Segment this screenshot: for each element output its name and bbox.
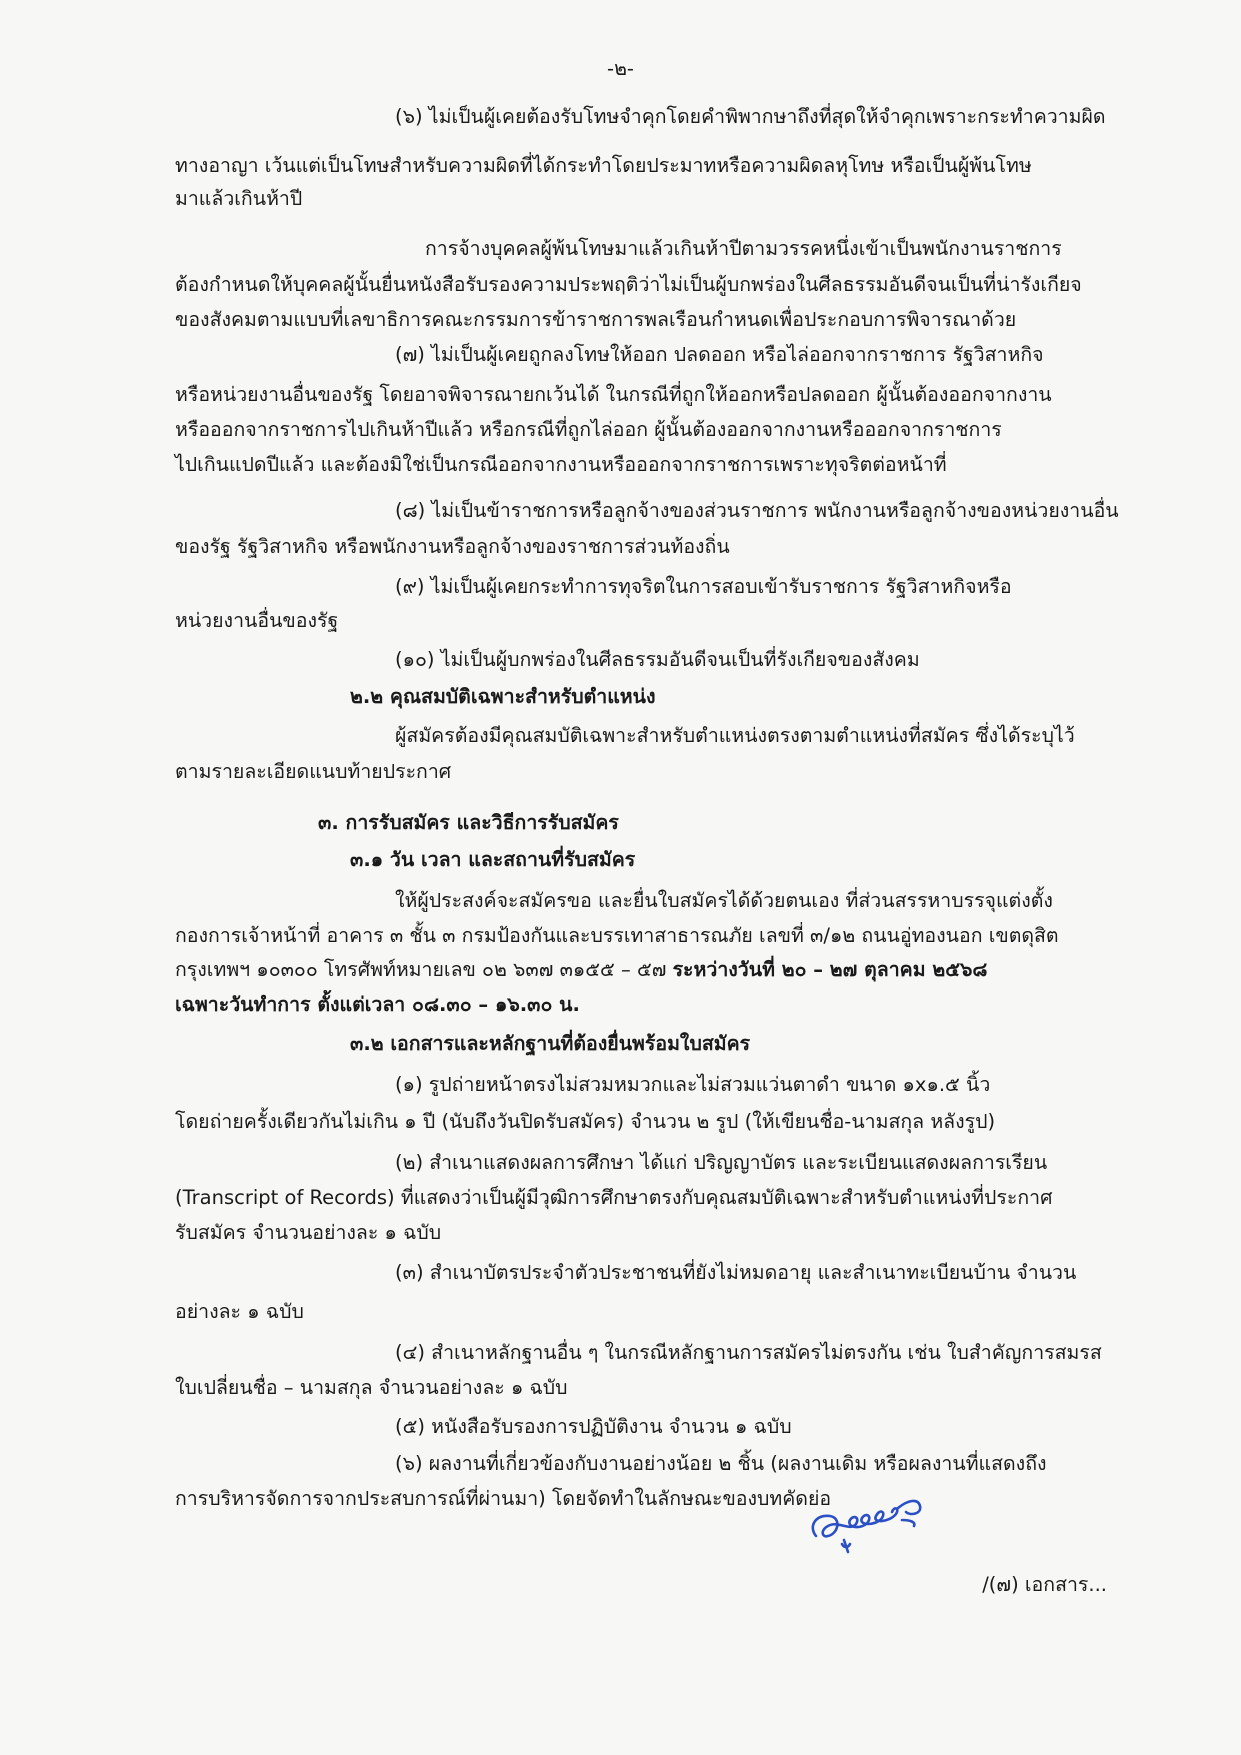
line-text: กองการเจ้าหน้าที่ อาคาร ๓ ชั้น ๓ กรมป้องกันและบรรเทาสาธารณภัย เลขที่ ๓/๑๒ ถนนอู่ทองนอก เขตดุสิต: [175, 924, 1059, 947]
line-text: ให้ผู้ประสงค์จะสมัครขอ และยื่นใบสมัครได้ด้วยตนเอง ที่ส่วนสรรหาบรรจุแต่งตั้ง: [395, 889, 1053, 912]
line-text: ทางอาญา เว้นแต่เป็นโทษสำหรับความผิดที่ได้กระทำโดยประมาทหรือความผิดลหุโทษ หรือเป็นผู้พ้นโทษ: [175, 154, 1032, 177]
text-line: [0, 303, 1241, 337]
line-text: การบริหารจัดการจากประสบการณ์ที่ผ่านมา) โดยจัดทำในลักษณะของบทคัดย่อ: [175, 1487, 832, 1510]
text-line: [0, 530, 1241, 564]
text-line: [0, 755, 1241, 789]
text-line: [0, 100, 1241, 134]
line-text: ของสังคมตามแบบที่เลขาธิการคณะกรรมการข้าราชการพลเรือนกำหนดเพื่อประกอบการพิจารณาด้วย: [175, 308, 1017, 331]
line-text: (๗) ไม่เป็นผู้เคยถูกลงโทษให้ออก ปลดออก หรือไล่ออกจากราชการ รัฐวิสาหกิจ: [395, 343, 1044, 366]
line-text: (๘) ไม่เป็นข้าราชการหรือลูกจ้างของส่วนราชการ พนักงานหรือลูกจ้างของหน่วยงานอื่น: [395, 499, 1119, 522]
text-line: [0, 1146, 1241, 1180]
text-line: [0, 1336, 1241, 1370]
line-text: (๔) สำเนาหลักฐานอื่น ๆ ในกรณีหลักฐานการสมัครไม่ตรงกัน เช่น ใบสำคัญการสมรส: [395, 1341, 1102, 1364]
section-heading-line: [0, 843, 1241, 877]
text-line: [0, 413, 1241, 447]
bold-date-range: ระหว่างวันที่ ๒๐ – ๒๗ ตุลาคม ๒๕๖๘: [672, 958, 988, 981]
text-line: [0, 182, 1241, 216]
line-text: (๕) หนังสือรับรองการปฏิบัติงาน จำนวน ๑ ฉบับ: [395, 1415, 792, 1438]
line-text: (๑๐) ไม่เป็นผู้บกพร่องในศีลธรรมอันดีจนเป็นที่รังเกียจของสังคม: [395, 648, 920, 671]
text-line: [0, 268, 1241, 302]
line-text: ตามรายละเอียดแนบท้ายประกาศ: [175, 760, 452, 783]
line-text: อย่างละ ๑ ฉบับ: [175, 1300, 304, 1323]
page-number: -๒-: [607, 57, 634, 80]
line-text: (๖) ผลงานที่เกี่ยวข้องกับงานอย่างน้อย ๒ ชิ้น (ผลงานเดิม หรือผลงานที่แสดงถึง: [395, 1452, 1047, 1475]
line-text: รับสมัคร จำนวนอย่างละ ๑ ฉบับ: [175, 1221, 442, 1244]
line-text: ๓.๑ วัน เวลา และสถานที่รับสมัคร: [350, 848, 636, 871]
section-heading-line: [0, 988, 1241, 1022]
section-heading-line: [0, 806, 1241, 840]
signature-image: [798, 1486, 938, 1556]
line-text: หรือหน่วยงานอื่นของรัฐ โดยอาจพิจารณายกเว้นได้ ในกรณีที่ถูกให้ออกหรือปลดออก ผู้นั้นต้องออกจากงาน: [175, 383, 1052, 406]
section-heading-line: [0, 680, 1241, 714]
text-line: [0, 953, 1241, 987]
text-line: [0, 719, 1241, 753]
line-text: (๑) รูปถ่ายหน้าตรงไม่สวมหมวกและไม่สวมแว่นตาดำ ขนาด ๑x๑.๕ นิ้ว: [395, 1073, 991, 1096]
line-text: ๓. การรับสมัคร และวิธีการรับสมัคร: [318, 811, 619, 834]
text-line: [0, 448, 1241, 482]
text-line: [0, 1105, 1241, 1139]
text-line: [0, 884, 1241, 918]
line-text: (Transcript of Records) ที่แสดงว่าเป็นผู้มีวุฒิการศึกษาตรงกับคุณสมบัติเฉพาะสำหรับตำแหน่งที่ประกาศ: [175, 1186, 1053, 1209]
line-text: ๓.๒ เอกสารและหลักฐานที่ต้องยื่นพร้อมใบสมัคร: [350, 1032, 751, 1055]
line-text: เฉพาะวันทำการ ตั้งแต่เวลา ๐๘.๓๐ – ๑๖.๓๐ น.: [175, 993, 580, 1016]
line-text: (๖) ไม่เป็นผู้เคยต้องรับโทษจำคุกโดยคำพิพากษาถึงที่สุดให้จำคุกเพราะกระทำความผิด: [395, 105, 1106, 128]
text-line: [0, 378, 1241, 412]
line-text: ต้องกำหนดให้บุคคลผู้นั้นยื่นหนังสือรับรองความประพฤติว่าไม่เป็นผู้บกพร่องในศีลธรรมอันดีจนเป็นที่น่ารังเกียจ: [175, 273, 1082, 296]
text-line: [0, 604, 1241, 638]
text-line: [0, 1256, 1241, 1290]
text-line: [0, 232, 1241, 266]
text-line: [0, 149, 1241, 183]
line-text: (๓) สำเนาบัตรประจำตัวประชาชนที่ยังไม่หมดอายุ และสำเนาทะเบียนบ้าน จำนวน: [395, 1261, 1077, 1284]
text-line: [0, 494, 1241, 528]
section-heading-line: [0, 1027, 1241, 1061]
line-text: ผู้สมัครต้องมีคุณสมบัติเฉพาะสำหรับตำแหน่งตรงตามตำแหน่งที่สมัคร ซึ่งได้ระบุไว้: [395, 724, 1075, 747]
continuation-note: /(๗) เอกสาร...: [982, 1573, 1107, 1596]
line-text: มาแล้วเกินห้าปี: [175, 187, 303, 210]
line-text: โดยถ่ายครั้งเดียวกันไม่เกิน ๑ ปี (นับถึงวันปิดรับสมัคร) จำนวน ๒ รูป (ให้เขียนชื่อ-นามสกุล หลังรูป): [175, 1110, 996, 1133]
line-text: การจ้างบุคคลผู้พ้นโทษมาแล้วเกินห้าปีตามวรรคหนึ่งเข้าเป็นพนักงานราชการ: [425, 237, 1062, 260]
text-line: [0, 1216, 1241, 1250]
text-line: [0, 1068, 1241, 1102]
text-line: [0, 338, 1241, 372]
line-text: กรุงเทพฯ ๑๐๓๐๐ โทรศัพท์หมายเลข ๐๒ ๖๓๗ ๓๑๕๕ – ๕๗: [175, 958, 673, 981]
text-line: [0, 919, 1241, 953]
text-line: [0, 1410, 1241, 1444]
line-text: ใบเปลี่ยนชื่อ – นามสกุล จำนวนอย่างละ ๑ ฉบับ: [175, 1376, 568, 1399]
line-text: ๒.๒ คุณสมบัติเฉพาะสำหรับตำแหน่ง: [350, 685, 656, 708]
text-line: [0, 1371, 1241, 1405]
text-line: [0, 1181, 1241, 1215]
text-line: [0, 570, 1241, 604]
line-text: หน่วยงานอื่นของรัฐ: [175, 609, 339, 632]
line-text: หรือออกจากราชการไปเกินห้าปีแล้ว หรือกรณีที่ถูกไล่ออก ผู้นั้นต้องออกจากงานหรือออกจากราชการ: [175, 418, 1002, 441]
text-line: [0, 1482, 1241, 1516]
line-text: (๒) สำเนาแสดงผลการศึกษา ได้แก่ ปริญญาบัตร และระเบียนแสดงผลการเรียน: [395, 1151, 1048, 1174]
line-text: ไปเกินแปดปีแล้ว และต้องมิใช่เป็นกรณีออกจากงานหรือออกจากราชการเพราะทุจริตต่อหน้าที่: [175, 453, 947, 476]
line-text: (๙) ไม่เป็นผู้เคยกระทำการทุจริตในการสอบเข้ารับราชการ รัฐวิสาหกิจหรือ: [395, 575, 1012, 598]
line-text: ของรัฐ รัฐวิสาหกิจ หรือพนักงานหรือลูกจ้างของราชการส่วนท้องถิ่น: [175, 535, 730, 558]
text-line: [0, 1447, 1241, 1481]
text-line: [0, 1295, 1241, 1329]
text-line: [0, 643, 1241, 677]
